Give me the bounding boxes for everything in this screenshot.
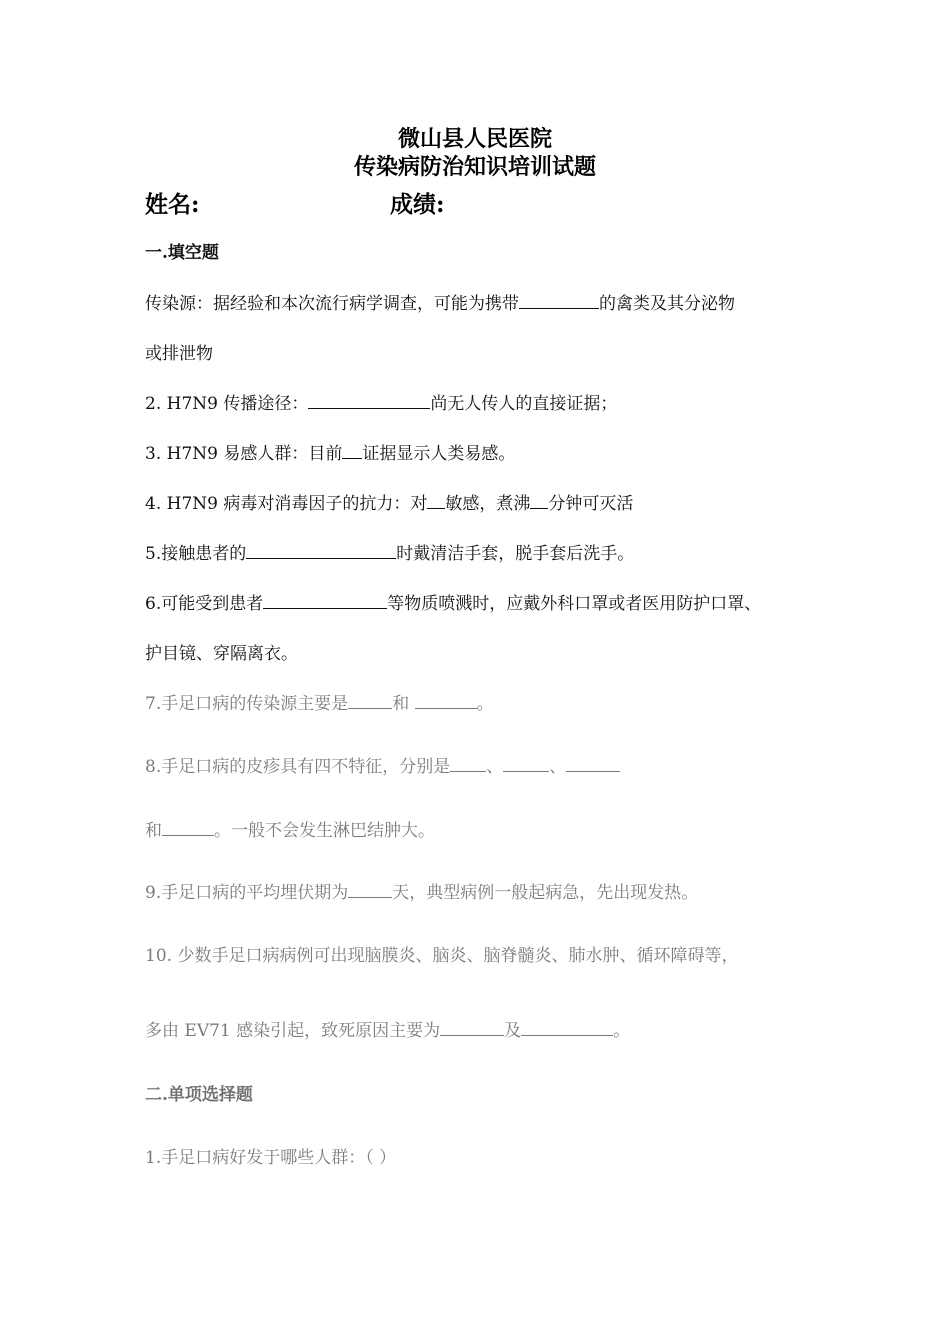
section-2-heading: 二.单项选择题 [145,1085,253,1105]
question-6-line-2: 护目镜、穿隔离衣。 [145,644,298,664]
q4-text-c: 分钟可灭活 [548,494,634,514]
name-score-row [145,186,445,219]
q3-text-a: 3. H7N9 易感人群：目前 [145,444,343,464]
q5-blank[interactable] [246,542,396,559]
question-1-line-2: 或排泄物 [145,344,213,364]
q1-blank[interactable] [519,292,599,309]
q8-sep-1: 、 [486,757,504,777]
q7-blank-2[interactable] [415,692,477,709]
q8-text-e: 。一般不会发生淋巴结肿大。 [214,821,435,841]
q6-text-b: 等物质喷溅时，应戴外科口罩或者医用防护口罩、 [387,594,762,614]
q10-sep: 及 [504,1021,522,1041]
q4-blank-2[interactable] [530,492,548,509]
choice-question-1: 1.手足口病好发于哪些人群：（ ） [145,1148,397,1168]
name-label: 姓名: [145,191,200,218]
q1-text-b: 的禽类及其分泌物 [599,294,735,314]
question-6-line-1 [145,589,761,614]
q6-text-a: 6.可能受到患者 [145,594,264,614]
q8-blank-4[interactable] [162,819,214,836]
q8-blank-2[interactable] [503,755,549,772]
question-1-line-1 [145,289,735,314]
q10-text-b: 多由 EV71 感染引起，致死原因主要为 [145,1021,441,1041]
q8-text-a: 8.手足口病的皮疹具有四不特征，分别是 [145,757,451,777]
q5-text-a: 5.接触患者的 [145,544,247,564]
q7-text-c: 。 [476,694,494,714]
q2-text-a: 2. H7N9 传播途径： [145,394,309,414]
question-5 [145,539,634,564]
q8-blank-3[interactable] [566,755,620,772]
q9-blank[interactable] [348,881,392,898]
question-3 [145,439,515,464]
q7-blank-1[interactable] [348,692,392,709]
q7-text-b: 和 [392,694,415,714]
q5-text-b: 时戴清洁手套，脱手套后洗手。 [396,544,635,564]
q3-text-b: 证据显示人类易感。 [362,444,516,464]
q8-sep-2: 、 [549,757,567,777]
q4-text-a: 4. H7N9 病毒对消毒因子的抗力：对 [145,494,428,514]
question-8-line-2 [145,816,435,841]
question-2 [145,389,617,414]
question-9 [145,878,698,903]
question-10-line-2 [145,1016,630,1041]
title-line-2: 传染病防治知识培训试题 [353,154,596,180]
q6-blank[interactable] [263,592,387,609]
question-8-line-1 [145,752,620,777]
q7-text-a: 7.手足口病的传染源主要是 [145,694,349,714]
q10-text-d: 。 [613,1021,631,1041]
q10-blank-1[interactable] [440,1019,504,1036]
q8-blank-1[interactable] [450,755,486,772]
question-4 [145,489,633,514]
question-10-line-1: 10. 少数手足口病病例可出现脑膜炎、脑炎、脑脊髓炎、肺水肿、循环障碍等， [145,946,739,966]
q1-text-a: 传染源：据经验和本次流行病学调查，可能为携带 [145,294,519,314]
q4-blank-1[interactable] [427,492,445,509]
q2-blank[interactable] [308,392,430,409]
q9-text-b: 天，典型病例一般起病急，先出现发热。 [392,883,699,903]
q9-text-a: 9.手足口病的平均埋伏期为 [145,883,349,903]
q2-text-b: 尚无人传人的直接证据； [430,394,618,414]
section-1-heading: 一.填空题 [145,243,219,263]
q3-blank[interactable] [342,442,362,459]
score-label: 成绩: [390,191,445,218]
q10-blank-2[interactable] [521,1019,613,1036]
title-line-1: 微山县人民医院 [397,126,552,152]
q8-text-d: 和 [145,821,162,841]
q4-text-b: 敏感，煮沸 [445,494,531,514]
question-7 [145,689,494,714]
